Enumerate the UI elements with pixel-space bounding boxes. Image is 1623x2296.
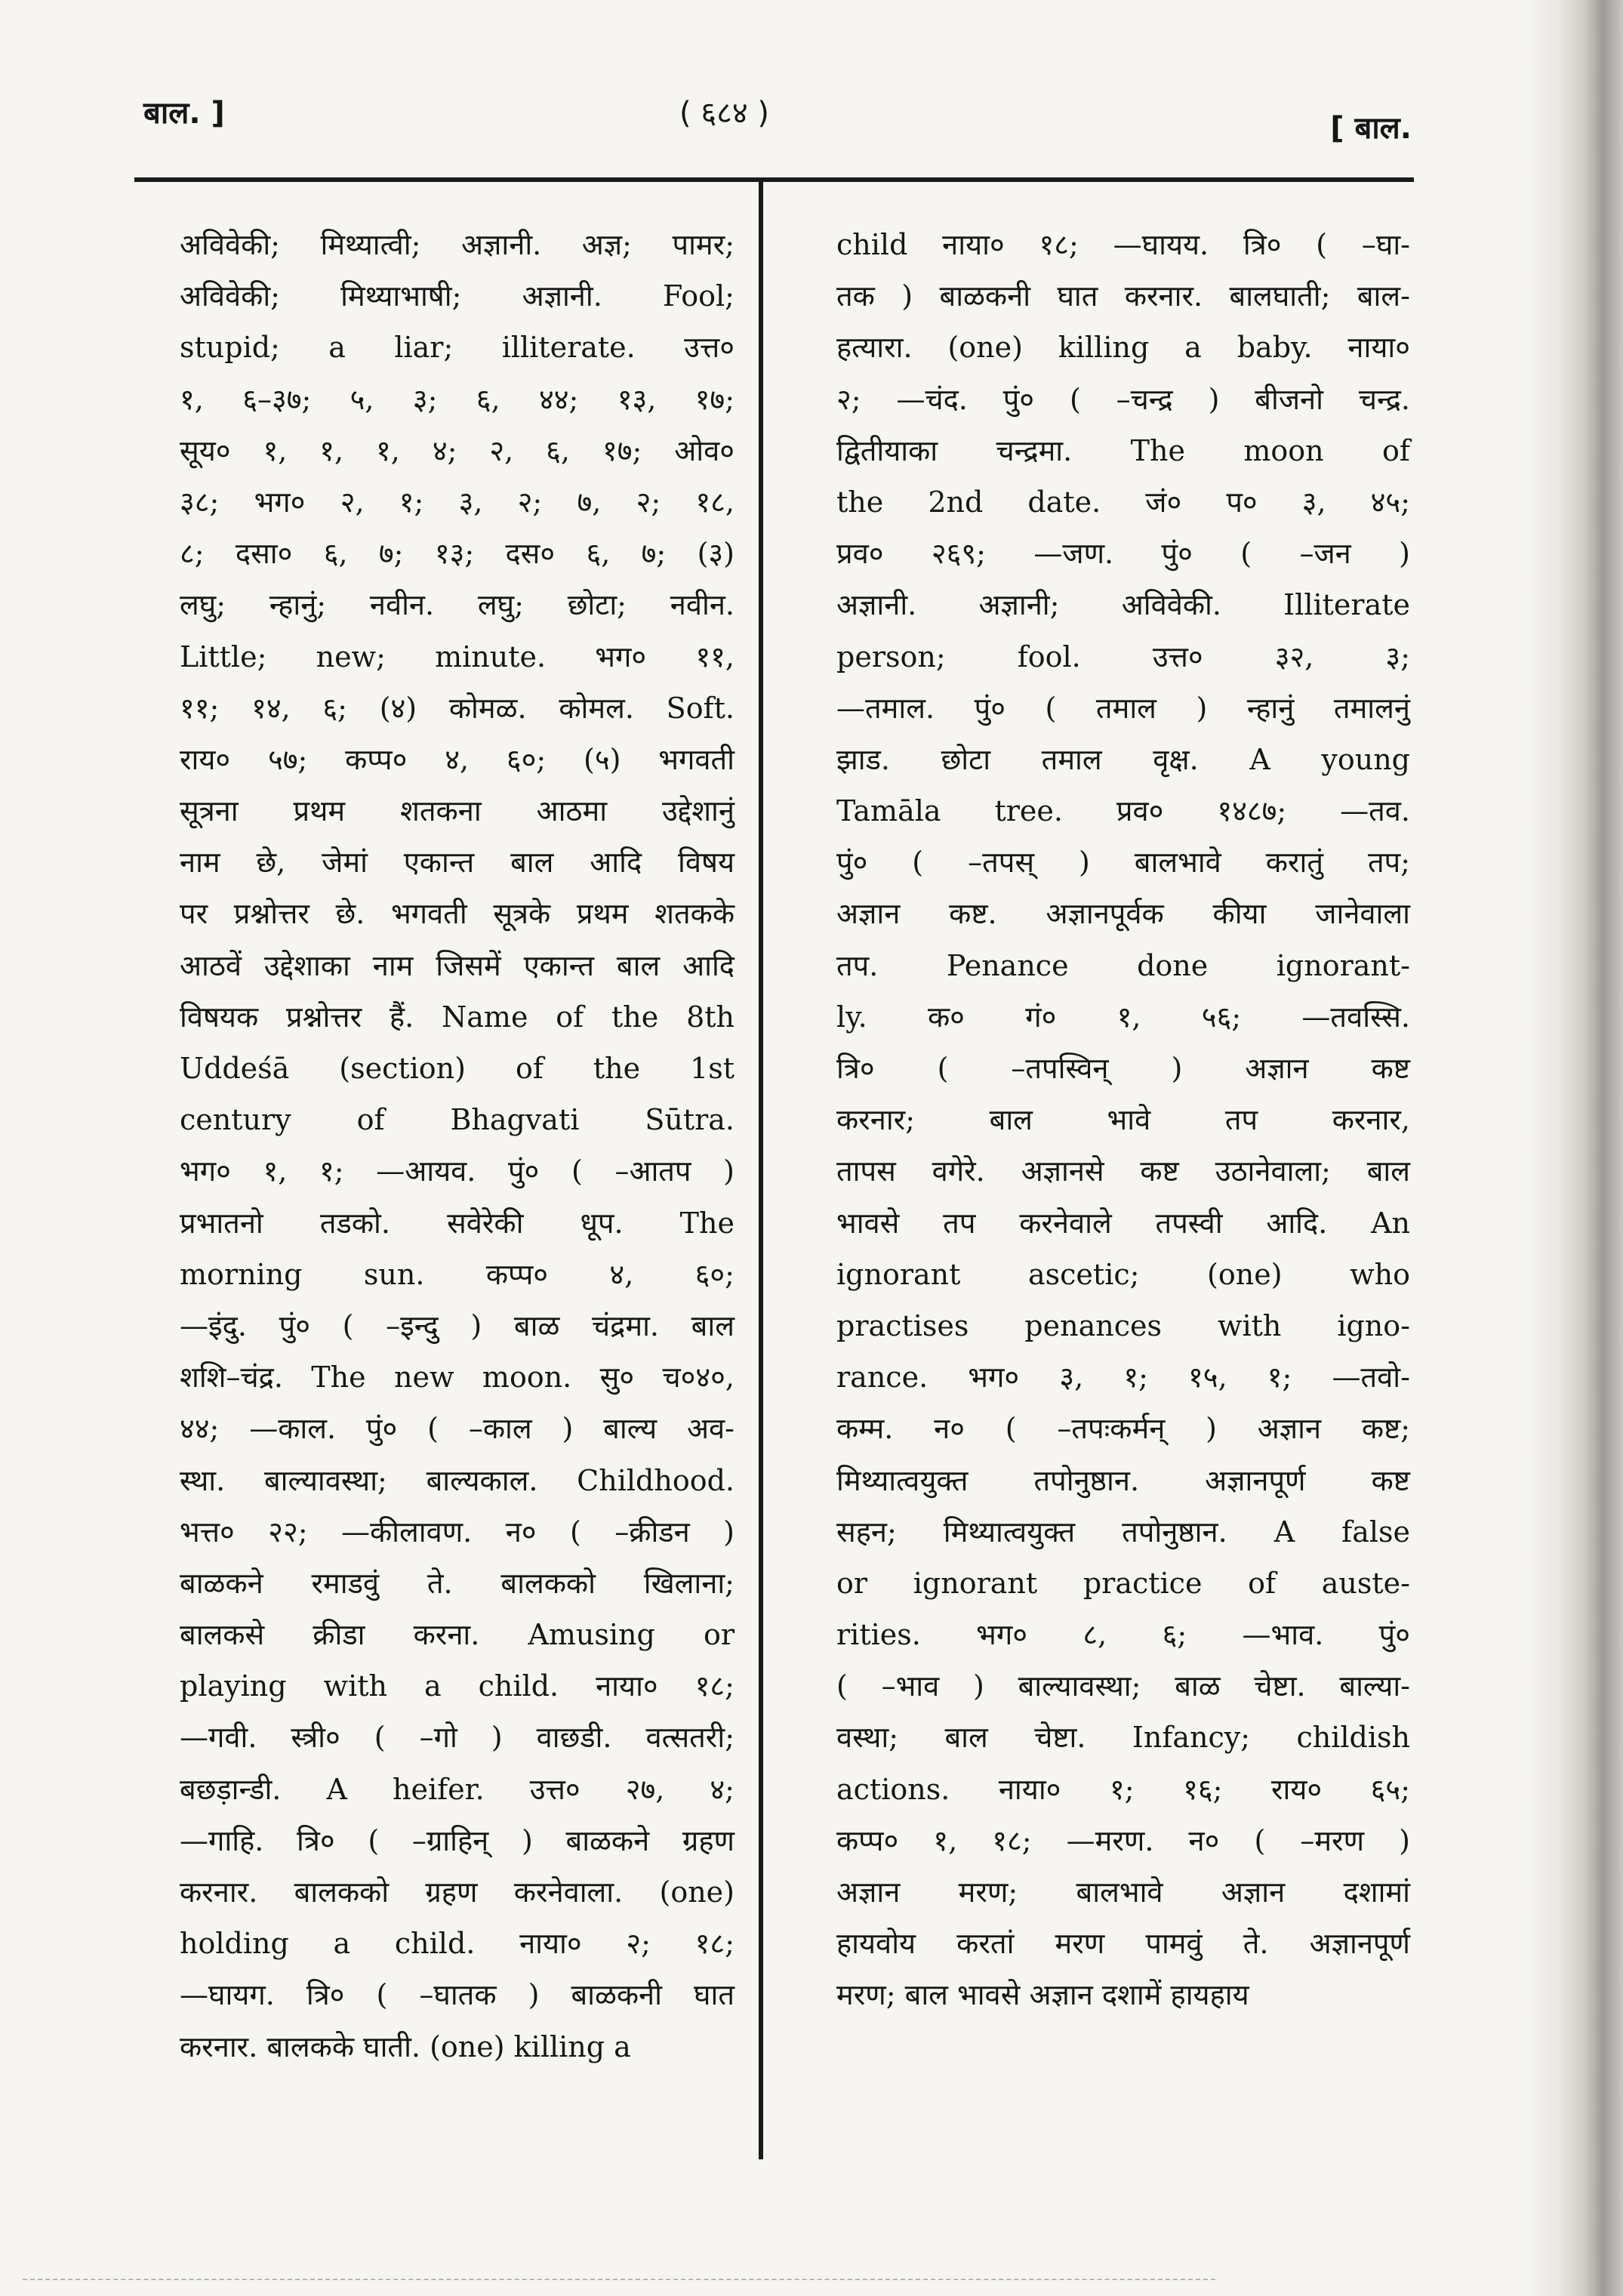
- text-line: सहन; मिथ्यात्वयुक्त तपोनुष्ठान. A false: [836, 1515, 1410, 1549]
- text-line: झाड. छोटा तमाल वृक्ष. A young: [836, 742, 1410, 776]
- text-line: playing with a child. नाया० १८;: [180, 1669, 735, 1703]
- text-line: भत्त० २२; —कीलावण. न० ( –क्रीडन ): [180, 1515, 735, 1549]
- text-line: ३८; भग० २, १; ३, २; ७, २; १८,: [180, 485, 735, 519]
- text-line: करनार. बालकको ग्रहण करनेवाला. (one): [180, 1875, 735, 1909]
- text-line: आठवें उद्देशाका नाम जिसमें एकान्त बाल आदि: [180, 948, 735, 982]
- text-line: करनार; बाल भावे तप करनार,: [836, 1103, 1410, 1137]
- text-line: अज्ञानी. अज्ञानी; अविवेकी. Illiterate: [836, 588, 1410, 622]
- text-line: ४४; —काल. पुं० ( –काल ) बाल्य अव-: [180, 1412, 735, 1446]
- text-line: पुं० ( –तपस् ) बालभावे करातुं तप;: [836, 846, 1410, 880]
- text-line: वस्था; बाल चेष्टा. Infancy; childish: [836, 1721, 1410, 1755]
- text-line: बालकसे क्रीडा करना. Amusing or: [180, 1618, 735, 1652]
- text-line: कप्प० १, १८; —मरण. न० ( –मरण ): [836, 1823, 1410, 1857]
- text-line: १, ६–३७; ५, ३; ६, ४४; १३, १७;: [180, 382, 735, 416]
- text-line: प्रभातनो तडको. सवेरेकी धूप. The: [180, 1206, 735, 1240]
- text-line: the 2nd date. जं० प० ३, ४५;: [836, 485, 1410, 519]
- left-column: [180, 219, 735, 2073]
- page-edge-shadow: [1525, 0, 1623, 2296]
- text-line: स्था. बाल्यावस्था; बाल्यकाल. Childhood.: [180, 1463, 735, 1497]
- text-line: ११; १४, ६; (४) कोमळ. कोमल. Soft.: [180, 691, 735, 725]
- page-number: ( ६८४ ): [679, 96, 770, 131]
- text-line: नाम छे, जेमां एकान्त बाल आदि विषय: [180, 846, 735, 880]
- text-line: पर प्रश्नोत्तर छे. भगवती सूत्रके प्रथम शतकके: [180, 897, 735, 931]
- text-line: century of Bhagvati Sūtra.: [180, 1103, 735, 1137]
- header-right-guideword: [ बाल.: [1330, 111, 1412, 146]
- text-line: सूत्रना प्रथम शतकना आठमा उद्देशानुं: [180, 794, 735, 828]
- text-line: विषयक प्रश्नोत्तर हैं. Name of the 8th: [180, 1000, 735, 1034]
- text-line: भग० १, १; —आयव. पुं० ( –आतप ): [180, 1154, 735, 1188]
- text-line: करनार. बालकके घाती. (one) killing a: [180, 2029, 631, 2063]
- text-line: Tamāla tree. प्रव० १४८७; —तव.: [836, 794, 1410, 828]
- header-rule: [134, 177, 1414, 182]
- text-line: बाळकने रमाडवुं ते. बालकको खिलाना;: [180, 1566, 735, 1600]
- text-line: भावसे तप करनेवाले तपस्वी आदि. An: [836, 1206, 1410, 1240]
- text-line: —इंदु. पुं० ( –इन्दु ) बाळ चंद्रमा. बाल: [180, 1308, 735, 1342]
- text-line: —गाहि. त्रि० ( –ग्राहिन् ) बाळकने ग्रहण: [180, 1823, 735, 1857]
- text-line: बछड़ान्डी. A heifer. उत्त० २७, ४;: [180, 1772, 735, 1806]
- text-line: rance. भग० ३, १; १५, १; —तवो-: [836, 1361, 1410, 1395]
- text-line: —घायग. त्रि० ( –घातक ) बाळकनी घात: [180, 1978, 735, 2012]
- page-header: [143, 83, 1412, 151]
- text-line: २; —चंद. पुं० ( –चन्द्र ) बीजनो चन्द्र.: [836, 382, 1410, 416]
- text-line: मिथ्यात्वयुक्त तपोनुष्ठान. अज्ञानपूर्ण कष्ट: [836, 1463, 1410, 1497]
- text-line: तक ) बाळकनी घात करनार. बालघाती; बाल-: [836, 279, 1410, 313]
- bottom-rule: [23, 2279, 1215, 2280]
- text-line: अविवेकी; मिथ्यात्वी; अज्ञानी. अज्ञ; पामर;: [180, 228, 735, 261]
- text-line: ly. क० गं० १, ५६; —तवस्सि.: [836, 1000, 1410, 1034]
- text-line: stupid; a liar; illiterate. उत्त०: [180, 331, 735, 365]
- text-line: हायवोय करतां मरण पामवुं ते. अज्ञानपूर्ण: [836, 1927, 1410, 1961]
- text-line: actions. नाया० १; १६; राय० ६५;: [836, 1772, 1410, 1806]
- text-line: द्वितीयाका चन्द्रमा. The moon of: [836, 433, 1410, 467]
- text-line: Little; new; minute. भग० ११,: [180, 639, 735, 673]
- text-line: सूय० १, १, १, ४; २, ६, १७; ओव०: [180, 433, 735, 467]
- text-line: अविवेकी; मिथ्याभाषी; अज्ञानी. Fool;: [180, 279, 735, 313]
- text-line: child नाया० १८; —घायय. त्रि० ( –घा-: [836, 228, 1410, 261]
- text-line: मरण; बाल भावसे अज्ञान दशामें हायहाय: [836, 1978, 1249, 2012]
- text-line: प्रव० २६९; —जण. पुं० ( –जन ): [836, 537, 1410, 571]
- text-line: rities. भग० ८, ६; —भाव. पुं०: [836, 1618, 1410, 1652]
- text-line: morning sun. कप्प० ४, ६०;: [180, 1257, 735, 1291]
- text-line: Uddeśā (section) of the 1st: [180, 1052, 735, 1085]
- text-line: कम्म. न० ( –तपःकर्मन् ) अज्ञान कष्ट;: [836, 1412, 1410, 1446]
- text-line: ( –भाव ) बाल्यावस्था; बाळ चेष्टा. बाल्या-: [836, 1669, 1410, 1703]
- header-left-guideword: बाल. ]: [143, 96, 225, 131]
- text-line: शशि–चंद्र. The new moon. सु० च०४०,: [180, 1361, 735, 1395]
- text-line: हत्यारा. (one) killing a baby. नाया०: [836, 331, 1410, 365]
- text-line: राय० ५७; कप्प० ४, ६०; (५) भगवती: [180, 742, 735, 776]
- text-line: त्रि० ( –तपस्विन् ) अज्ञान कष्ट: [836, 1052, 1410, 1085]
- text-line: or ignorant practice of auste-: [836, 1566, 1410, 1600]
- right-column: [836, 219, 1410, 2021]
- text-line: तप. Penance done ignorant-: [836, 948, 1410, 982]
- text-line: अज्ञान मरण; बालभावे अज्ञान दशामां: [836, 1875, 1410, 1909]
- column-divider: [759, 181, 763, 2159]
- text-line: ८; दसा० ६, ७; १३; दस० ६, ७; (३): [180, 537, 735, 571]
- text-line: अज्ञान कष्ट. अज्ञानपूर्वक कीया जानेवाला: [836, 897, 1410, 931]
- text-line: —गवी. स्त्री० ( –गो ) वाछडी. वत्सतरी;: [180, 1721, 735, 1755]
- text-line: ignorant ascetic; (one) who: [836, 1257, 1410, 1291]
- text-line: holding a child. नाया० २; १८;: [180, 1927, 735, 1961]
- text-line: —तमाल. पुं० ( तमाल ) न्हानुं तमालनुं: [836, 691, 1410, 725]
- text-line: लघु; न्हानुं; नवीन. लघु; छोटा; नवीन.: [180, 588, 735, 622]
- text-line: person; fool. उत्त० ३२, ३;: [836, 639, 1410, 673]
- text-line: तापस वगेरे. अज्ञानसे कष्ट उठानेवाला; बाल: [836, 1154, 1410, 1188]
- text-line: practises penances with igno-: [836, 1308, 1410, 1342]
